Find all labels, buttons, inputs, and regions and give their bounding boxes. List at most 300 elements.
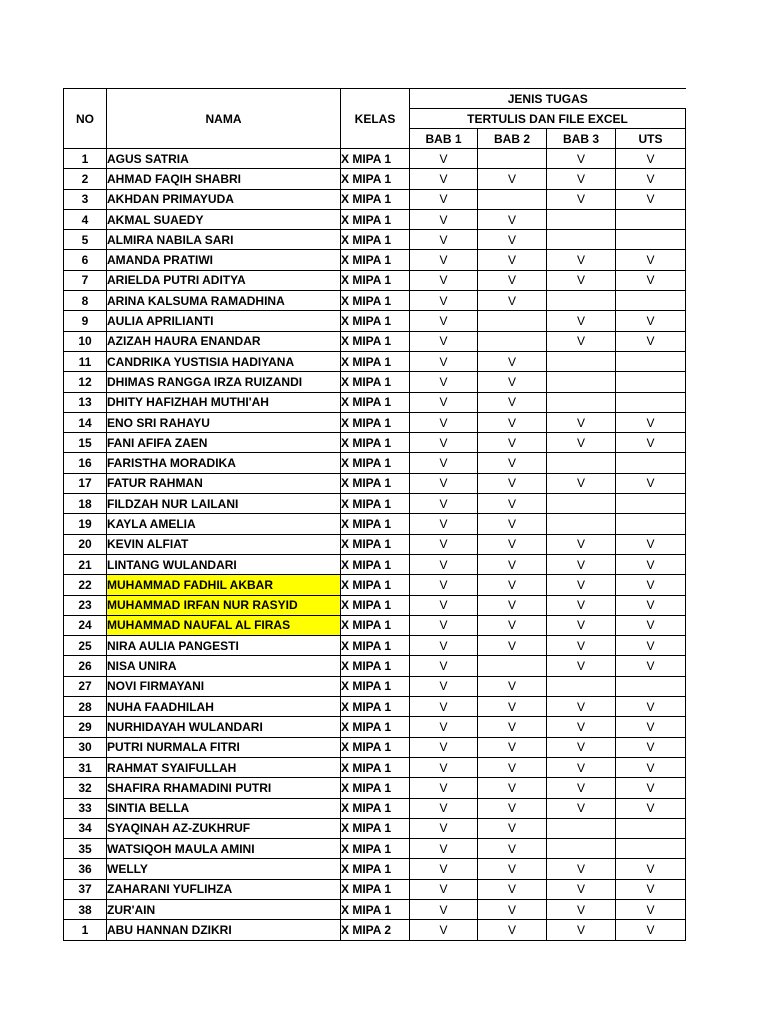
row-nama: AKMAL SUAEDY xyxy=(107,209,341,229)
header-uts: UTS xyxy=(616,129,686,149)
row-bab1-mark: V xyxy=(410,879,478,899)
row-nama: DHITY HAFIZHAH MUTHI'AH xyxy=(107,392,341,412)
row-bab1-mark: V xyxy=(410,839,478,859)
row-uts-mark: V xyxy=(616,331,686,351)
row-bab3-mark: V xyxy=(547,615,616,635)
row-nama: LINTANG WULANDARI xyxy=(107,554,341,574)
row-bab3-mark: V xyxy=(547,879,616,899)
row-kelas: X MIPA 1 xyxy=(341,372,410,392)
row-nama: CANDRIKA YUSTISIA HADIYANA xyxy=(107,351,341,371)
row-kelas: X MIPA 1 xyxy=(341,209,410,229)
table-row xyxy=(64,818,686,838)
row-bab1-mark: V xyxy=(410,453,478,473)
table-row xyxy=(64,717,686,737)
row-nama: FANI AFIFA ZAEN xyxy=(107,433,341,453)
row-bab3-mark: V xyxy=(547,433,616,453)
row-bab1-mark: V xyxy=(410,778,478,798)
row-bab2-mark: V xyxy=(478,270,547,290)
row-uts-mark xyxy=(616,514,686,534)
row-nama: ALMIRA NABILA SARI xyxy=(107,230,341,250)
row-kelas: X MIPA 1 xyxy=(341,554,410,574)
row-bab3-mark xyxy=(547,514,616,534)
row-bab2-mark: V xyxy=(478,473,547,493)
row-nama: PUTRI NURMALA FITRI xyxy=(107,737,341,757)
row-no: 38 xyxy=(64,899,107,919)
row-no: 23 xyxy=(64,595,107,615)
row-kelas: X MIPA 1 xyxy=(341,270,410,290)
row-kelas: X MIPA 1 xyxy=(341,575,410,595)
table-row xyxy=(64,676,686,696)
table-row xyxy=(64,697,686,717)
row-kelas: X MIPA 1 xyxy=(341,595,410,615)
row-bab2-mark xyxy=(478,311,547,331)
row-bab3-mark: V xyxy=(547,737,616,757)
row-nama: MUHAMMAD FADHIL AKBAR xyxy=(107,575,341,595)
row-bab1-mark: V xyxy=(410,514,478,534)
row-bab1-mark: V xyxy=(410,392,478,412)
table-row xyxy=(64,230,686,250)
row-nama: SINTIA BELLA xyxy=(107,798,341,818)
row-kelas: X MIPA 1 xyxy=(341,656,410,676)
row-nama: WELLY xyxy=(107,859,341,879)
row-nama: RAHMAT SYAIFULLAH xyxy=(107,757,341,777)
row-no: 30 xyxy=(64,737,107,757)
row-bab2-mark: V xyxy=(478,554,547,574)
row-nama: KAYLA AMELIA xyxy=(107,514,341,534)
row-bab2-mark: V xyxy=(478,717,547,737)
table-row xyxy=(64,453,686,473)
row-kelas: X MIPA 1 xyxy=(341,311,410,331)
row-bab3-mark: V xyxy=(547,534,616,554)
row-bab1-mark: V xyxy=(410,433,478,453)
table-row xyxy=(64,209,686,229)
row-nama: AGUS SATRIA xyxy=(107,149,341,169)
table-row xyxy=(64,595,686,615)
row-bab2-mark: V xyxy=(478,636,547,656)
row-uts-mark: V xyxy=(616,717,686,737)
row-nama: FARISTHA MORADIKA xyxy=(107,453,341,473)
row-no: 16 xyxy=(64,453,107,473)
row-no: 20 xyxy=(64,534,107,554)
row-kelas: X MIPA 1 xyxy=(341,615,410,635)
row-bab1-mark: V xyxy=(410,412,478,432)
header-kelas: KELAS xyxy=(341,89,410,149)
row-kelas: X MIPA 1 xyxy=(341,412,410,432)
row-bab2-mark: V xyxy=(478,737,547,757)
row-bab1-mark: V xyxy=(410,270,478,290)
row-no: 37 xyxy=(64,879,107,899)
row-nama: AHMAD FAQIH SHABRI xyxy=(107,169,341,189)
row-uts-mark xyxy=(616,372,686,392)
row-bab3-mark: V xyxy=(547,697,616,717)
row-bab2-mark: V xyxy=(478,818,547,838)
table-row xyxy=(64,778,686,798)
row-bab2-mark xyxy=(478,189,547,209)
row-bab2-mark: V xyxy=(478,494,547,514)
row-bab1-mark: V xyxy=(410,169,478,189)
row-bab1-mark: V xyxy=(410,331,478,351)
header-tertulis: TERTULIS DAN FILE EXCEL xyxy=(410,109,686,129)
row-bab3-mark: V xyxy=(547,757,616,777)
row-bab2-mark: V xyxy=(478,595,547,615)
header-no: NO xyxy=(64,89,107,149)
table-row xyxy=(64,514,686,534)
row-no: 26 xyxy=(64,656,107,676)
table-row xyxy=(64,615,686,635)
row-bab1-mark: V xyxy=(410,554,478,574)
row-uts-mark xyxy=(616,839,686,859)
row-uts-mark: V xyxy=(616,737,686,757)
row-uts-mark xyxy=(616,494,686,514)
row-no: 27 xyxy=(64,676,107,696)
table-row xyxy=(64,149,686,169)
row-bab2-mark: V xyxy=(478,575,547,595)
row-no: 32 xyxy=(64,778,107,798)
row-kelas: X MIPA 2 xyxy=(341,920,410,940)
row-nama: FATUR RAHMAN xyxy=(107,473,341,493)
row-kelas: X MIPA 1 xyxy=(341,737,410,757)
row-bab1-mark: V xyxy=(410,494,478,514)
table-row xyxy=(64,331,686,351)
row-bab2-mark: V xyxy=(478,291,547,311)
row-no: 22 xyxy=(64,575,107,595)
row-bab3-mark xyxy=(547,291,616,311)
table-row xyxy=(64,737,686,757)
row-kelas: X MIPA 1 xyxy=(341,636,410,656)
row-bab3-mark: V xyxy=(547,149,616,169)
row-bab1-mark: V xyxy=(410,676,478,696)
row-bab3-mark: V xyxy=(547,656,616,676)
row-bab2-mark: V xyxy=(478,392,547,412)
row-kelas: X MIPA 1 xyxy=(341,250,410,270)
row-nama: NOVI FIRMAYANI xyxy=(107,676,341,696)
row-no: 13 xyxy=(64,392,107,412)
row-bab1-mark: V xyxy=(410,351,478,371)
row-bab2-mark: V xyxy=(478,676,547,696)
row-uts-mark: V xyxy=(616,778,686,798)
row-no: 5 xyxy=(64,230,107,250)
row-bab3-mark: V xyxy=(547,899,616,919)
row-no: 2 xyxy=(64,169,107,189)
row-kelas: X MIPA 1 xyxy=(341,798,410,818)
row-bab3-mark: V xyxy=(547,920,616,940)
row-no: 17 xyxy=(64,473,107,493)
row-uts-mark: V xyxy=(616,311,686,331)
row-bab2-mark: V xyxy=(478,372,547,392)
row-uts-mark xyxy=(616,209,686,229)
table-row xyxy=(64,189,686,209)
header-bab2: BAB 2 xyxy=(478,129,547,149)
row-bab3-mark: V xyxy=(547,189,616,209)
row-bab2-mark: V xyxy=(478,697,547,717)
row-uts-mark: V xyxy=(616,169,686,189)
row-bab3-mark xyxy=(547,839,616,859)
table-row xyxy=(64,656,686,676)
row-bab1-mark: V xyxy=(410,311,478,331)
row-bab2-mark: V xyxy=(478,778,547,798)
row-uts-mark: V xyxy=(616,270,686,290)
row-uts-mark xyxy=(616,453,686,473)
row-bab3-mark: V xyxy=(547,270,616,290)
table-row xyxy=(64,392,686,412)
table-row xyxy=(64,636,686,656)
row-uts-mark: V xyxy=(616,534,686,554)
row-bab1-mark: V xyxy=(410,575,478,595)
row-uts-mark: V xyxy=(616,595,686,615)
row-bab1-mark: V xyxy=(410,209,478,229)
row-kelas: X MIPA 1 xyxy=(341,757,410,777)
row-nama: DHIMAS RANGGA IRZA RUIZANDI xyxy=(107,372,341,392)
table-row xyxy=(64,270,686,290)
row-bab1-mark: V xyxy=(410,757,478,777)
row-uts-mark: V xyxy=(616,575,686,595)
table-body xyxy=(64,149,686,941)
row-kelas: X MIPA 1 xyxy=(341,514,410,534)
row-uts-mark: V xyxy=(616,798,686,818)
table-row xyxy=(64,920,686,940)
row-no: 35 xyxy=(64,839,107,859)
assignment-table xyxy=(63,88,686,941)
row-bab3-mark: V xyxy=(547,412,616,432)
table-row xyxy=(64,250,686,270)
table-row xyxy=(64,798,686,818)
row-nama: ARINA KALSUMA RAMADHINA xyxy=(107,291,341,311)
header-bab1: BAB 1 xyxy=(410,129,478,149)
row-uts-mark: V xyxy=(616,250,686,270)
row-bab1-mark: V xyxy=(410,697,478,717)
row-bab2-mark: V xyxy=(478,514,547,534)
row-bab2-mark: V xyxy=(478,757,547,777)
table-row xyxy=(64,859,686,879)
row-bab2-mark: V xyxy=(478,798,547,818)
row-bab3-mark: V xyxy=(547,859,616,879)
row-nama: AMANDA PRATIWI xyxy=(107,250,341,270)
row-kelas: X MIPA 1 xyxy=(341,717,410,737)
row-uts-mark: V xyxy=(616,757,686,777)
row-uts-mark xyxy=(616,392,686,412)
row-bab2-mark: V xyxy=(478,839,547,859)
table-row xyxy=(64,372,686,392)
row-nama: NURHIDAYAH WULANDARI xyxy=(107,717,341,737)
row-uts-mark: V xyxy=(616,189,686,209)
row-bab2-mark: V xyxy=(478,453,547,473)
row-no: 18 xyxy=(64,494,107,514)
table-row xyxy=(64,534,686,554)
row-bab3-mark: V xyxy=(547,575,616,595)
row-no: 4 xyxy=(64,209,107,229)
row-bab1-mark: V xyxy=(410,230,478,250)
table-row xyxy=(64,554,686,574)
table-row xyxy=(64,879,686,899)
row-uts-mark: V xyxy=(616,920,686,940)
table-row xyxy=(64,169,686,189)
table-row xyxy=(64,351,686,371)
row-kelas: X MIPA 1 xyxy=(341,778,410,798)
table-row xyxy=(64,575,686,595)
row-bab2-mark xyxy=(478,656,547,676)
row-bab3-mark: V xyxy=(547,473,616,493)
row-nama: ARIELDA PUTRI ADITYA xyxy=(107,270,341,290)
row-kelas: X MIPA 1 xyxy=(341,169,410,189)
row-bab3-mark: V xyxy=(547,554,616,574)
header-nama: NAMA xyxy=(107,89,341,149)
row-nama: SYAQINAH AZ-ZUKHRUF xyxy=(107,818,341,838)
row-bab2-mark: V xyxy=(478,859,547,879)
row-uts-mark xyxy=(616,676,686,696)
row-bab1-mark: V xyxy=(410,798,478,818)
row-bab2-mark: V xyxy=(478,412,547,432)
row-no: 1 xyxy=(64,149,107,169)
row-uts-mark: V xyxy=(616,615,686,635)
row-nama: AULIA APRILIANTI xyxy=(107,311,341,331)
row-bab2-mark: V xyxy=(478,899,547,919)
row-no: 14 xyxy=(64,412,107,432)
row-bab2-mark: V xyxy=(478,230,547,250)
row-uts-mark: V xyxy=(616,636,686,656)
row-nama: AZIZAH HAURA ENANDAR xyxy=(107,331,341,351)
row-no: 12 xyxy=(64,372,107,392)
header-jenis-tugas: JENIS TUGAS xyxy=(410,89,686,109)
row-bab3-mark xyxy=(547,818,616,838)
table-row xyxy=(64,412,686,432)
row-uts-mark xyxy=(616,230,686,250)
row-no: 36 xyxy=(64,859,107,879)
row-bab3-mark xyxy=(547,453,616,473)
row-no: 8 xyxy=(64,291,107,311)
row-nama: ABU HANNAN DZIKRI xyxy=(107,920,341,940)
row-bab3-mark xyxy=(547,676,616,696)
row-nama: ZAHARANI YUFLIHZA xyxy=(107,879,341,899)
row-nama: ENO SRI RAHAYU xyxy=(107,412,341,432)
row-bab1-mark: V xyxy=(410,859,478,879)
row-kelas: X MIPA 1 xyxy=(341,879,410,899)
row-bab2-mark: V xyxy=(478,879,547,899)
row-kelas: X MIPA 1 xyxy=(341,473,410,493)
row-no: 33 xyxy=(64,798,107,818)
row-bab1-mark: V xyxy=(410,595,478,615)
table-row xyxy=(64,291,686,311)
row-bab3-mark xyxy=(547,392,616,412)
row-no: 34 xyxy=(64,818,107,838)
row-bab3-mark: V xyxy=(547,311,616,331)
row-kelas: X MIPA 1 xyxy=(341,351,410,371)
row-bab1-mark: V xyxy=(410,250,478,270)
row-bab3-mark: V xyxy=(547,798,616,818)
row-kelas: X MIPA 1 xyxy=(341,331,410,351)
row-uts-mark: V xyxy=(616,149,686,169)
row-bab1-mark: V xyxy=(410,473,478,493)
row-bab3-mark xyxy=(547,230,616,250)
row-bab2-mark: V xyxy=(478,615,547,635)
row-kelas: X MIPA 1 xyxy=(341,859,410,879)
row-bab1-mark: V xyxy=(410,615,478,635)
header-row-jenis xyxy=(64,89,686,109)
row-bab3-mark xyxy=(547,372,616,392)
row-kelas: X MIPA 1 xyxy=(341,189,410,209)
table-header xyxy=(64,89,686,149)
row-uts-mark: V xyxy=(616,697,686,717)
table-row xyxy=(64,311,686,331)
row-kelas: X MIPA 1 xyxy=(341,453,410,473)
row-nama: MUHAMMAD IRFAN NUR RASYID xyxy=(107,595,341,615)
row-bab3-mark: V xyxy=(547,595,616,615)
row-bab2-mark xyxy=(478,149,547,169)
row-uts-mark xyxy=(616,351,686,371)
row-bab1-mark: V xyxy=(410,372,478,392)
row-bab3-mark xyxy=(547,209,616,229)
row-uts-mark: V xyxy=(616,899,686,919)
row-kelas: X MIPA 1 xyxy=(341,433,410,453)
table-row xyxy=(64,473,686,493)
row-uts-mark: V xyxy=(616,412,686,432)
row-bab3-mark: V xyxy=(547,717,616,737)
row-kelas: X MIPA 1 xyxy=(341,291,410,311)
table-row xyxy=(64,757,686,777)
row-kelas: X MIPA 1 xyxy=(341,230,410,250)
row-bab1-mark: V xyxy=(410,189,478,209)
row-kelas: X MIPA 1 xyxy=(341,818,410,838)
row-bab2-mark xyxy=(478,331,547,351)
row-no: 9 xyxy=(64,311,107,331)
row-bab3-mark: V xyxy=(547,331,616,351)
row-no: 29 xyxy=(64,717,107,737)
row-no: 31 xyxy=(64,757,107,777)
row-bab3-mark: V xyxy=(547,169,616,189)
row-no: 21 xyxy=(64,554,107,574)
row-bab3-mark: V xyxy=(547,250,616,270)
row-uts-mark: V xyxy=(616,473,686,493)
row-kelas: X MIPA 1 xyxy=(341,697,410,717)
row-no: 1 xyxy=(64,920,107,940)
row-kelas: X MIPA 1 xyxy=(341,392,410,412)
row-bab1-mark: V xyxy=(410,534,478,554)
row-bab1-mark: V xyxy=(410,717,478,737)
row-no: 24 xyxy=(64,615,107,635)
table-row xyxy=(64,899,686,919)
row-nama: AKHDAN PRIMAYUDA xyxy=(107,189,341,209)
row-uts-mark: V xyxy=(616,859,686,879)
row-kelas: X MIPA 1 xyxy=(341,149,410,169)
row-nama: NUHA FAADHILAH xyxy=(107,697,341,717)
row-no: 15 xyxy=(64,433,107,453)
row-nama: NIRA AULIA PANGESTI xyxy=(107,636,341,656)
row-kelas: X MIPA 1 xyxy=(341,494,410,514)
row-uts-mark: V xyxy=(616,554,686,574)
row-bab1-mark: V xyxy=(410,291,478,311)
row-bab1-mark: V xyxy=(410,656,478,676)
row-kelas: X MIPA 1 xyxy=(341,676,410,696)
row-no: 6 xyxy=(64,250,107,270)
table-row xyxy=(64,839,686,859)
row-bab2-mark: V xyxy=(478,169,547,189)
row-no: 19 xyxy=(64,514,107,534)
row-bab1-mark: V xyxy=(410,818,478,838)
row-uts-mark: V xyxy=(616,433,686,453)
row-bab2-mark: V xyxy=(478,351,547,371)
row-no: 3 xyxy=(64,189,107,209)
row-uts-mark xyxy=(616,818,686,838)
row-bab2-mark: V xyxy=(478,250,547,270)
row-nama: MUHAMMAD NAUFAL AL FIRAS xyxy=(107,615,341,635)
row-bab2-mark: V xyxy=(478,209,547,229)
row-bab2-mark: V xyxy=(478,920,547,940)
row-bab3-mark xyxy=(547,351,616,371)
row-no: 10 xyxy=(64,331,107,351)
row-uts-mark: V xyxy=(616,879,686,899)
row-bab2-mark: V xyxy=(478,534,547,554)
row-no: 28 xyxy=(64,697,107,717)
row-uts-mark: V xyxy=(616,656,686,676)
